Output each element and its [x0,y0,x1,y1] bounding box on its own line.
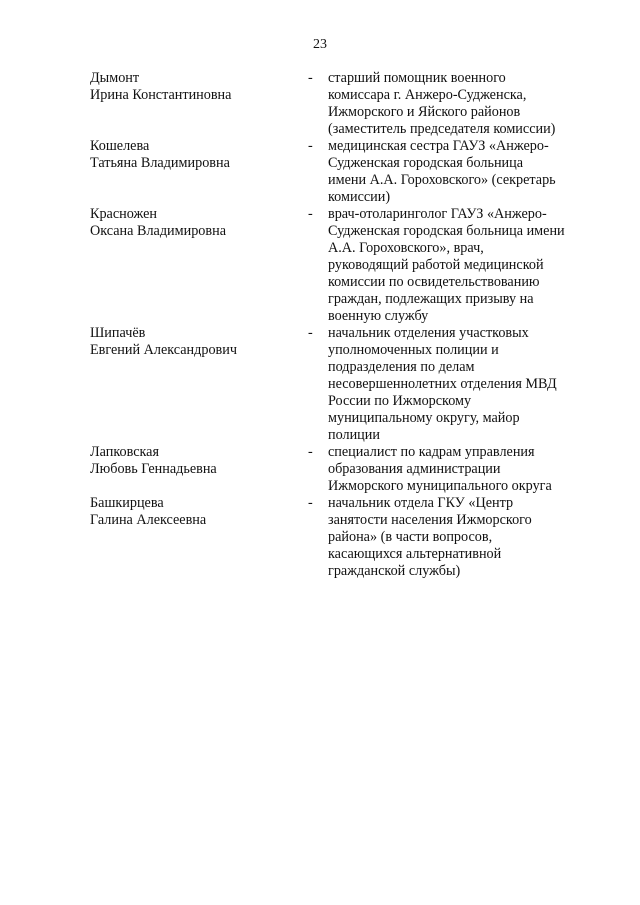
member-given-names: Любовь Геннадьевна [90,461,217,477]
member-role-line: имени А.А. Гороховского» (секретарь [328,172,556,188]
member-role [328,70,590,138]
member-role-line: Ижморского и Яйского районов [328,104,521,120]
member-role-line: касающихся альтернативной [328,546,502,562]
member-given-names: Евгений Александрович [90,342,237,358]
member-entry [90,495,590,580]
member-role-line: Ижморского муниципального округа [328,478,552,494]
member-role [328,138,590,206]
member-role [328,495,590,580]
member-name [90,70,308,138]
member-dash: - [308,138,313,154]
member-surname: Башкирцева [90,495,164,511]
member-role-line: комиссии) [328,189,391,205]
member-given-names: Татьяна Владимировна [90,155,230,171]
member-name [90,138,308,206]
member-entry [90,444,590,495]
member-role-line: А.А. Гороховского», врач, [328,240,484,256]
member-entry [90,138,590,206]
member-role-line: России по Ижморскому [328,393,472,409]
member-role-line: полиции [328,427,380,443]
commission-members-list [90,70,590,580]
member-role-line: муниципальному округу, майор [328,410,520,426]
member-dash: - [308,70,313,86]
member-role-line: военную службу [328,308,429,324]
member-role-line: подразделения по делам [328,359,475,375]
member-role-line: уполномоченных полиции и [328,342,499,358]
member-role-line: граждан, подлежащих призыву на [328,291,534,307]
member-role [328,325,590,444]
member-role-line: специалист по кадрам управления [328,444,535,460]
member-role-line: комиссии по освидетельствованию [328,274,540,290]
member-entry [90,325,590,444]
member-name [90,495,308,580]
member-dash: - [308,325,313,341]
member-given-names: Ирина Константиновна [90,87,232,103]
member-surname: Красножен [90,206,157,222]
member-name [90,206,308,325]
member-given-names: Оксана Владимировна [90,223,226,239]
member-role-line: Судженская городская больница [328,155,524,171]
member-role-line: врач-отоларинголог ГАУЗ «Анжеро- [328,206,547,222]
member-role-line: района» (в части вопросов, [328,529,493,545]
member-surname: Шипачёв [90,325,146,341]
member-role-line: образования администрации [328,461,501,477]
member-surname: Дымонт [90,70,140,86]
member-dash: - [308,495,313,511]
member-role [328,444,590,495]
member-role-line: Судженская городская больница имени [328,223,565,239]
member-role-line: начальник отдела ГКУ «Центр [328,495,514,511]
member-dash: - [308,206,313,222]
member-surname: Кошелева [90,138,150,154]
member-role-line: руководящий работой медицинской [328,257,544,273]
member-name [90,325,308,444]
member-dash: - [308,444,313,460]
member-role-line: начальник отделения участковых [328,325,529,341]
member-role-line: занятости населения Ижморского [328,512,532,528]
member-role-line: несовершеннолетних отделения МВД [328,376,557,392]
member-entry [90,206,590,325]
member-role-line: медицинская сестра ГАУЗ «Анжеро- [328,138,549,154]
member-given-names: Галина Алексеевна [90,512,207,528]
member-role-line: комиссара г. Анжеро-Судженска, [328,87,527,103]
member-entry [90,70,590,138]
member-name [90,444,308,495]
page-number: 23 [313,37,327,52]
member-role [328,206,590,325]
member-surname: Лапковская [90,444,160,460]
member-role-line: (заместитель председателя комиссии) [328,121,556,137]
member-role-line: старший помощник военного [328,70,506,86]
member-role-line: гражданской службы) [328,563,461,579]
